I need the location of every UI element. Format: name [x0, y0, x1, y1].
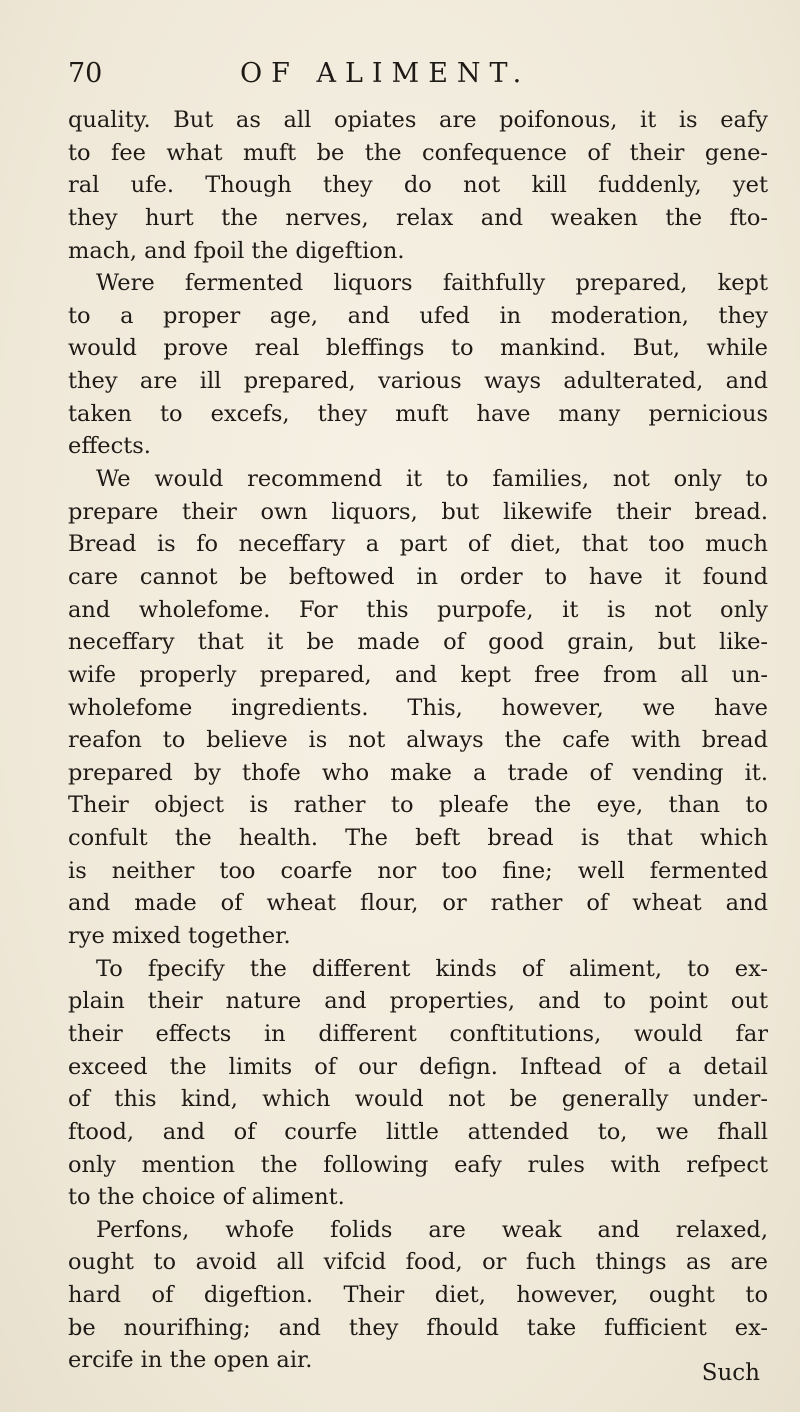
text-line: be nourifhing; and they fhould take fufficient ex-	[68, 1314, 768, 1341]
page-number: 70	[68, 58, 103, 89]
page-header	[68, 58, 768, 98]
catchword: Such	[701, 1360, 760, 1386]
text-line: confult the health. The beft bread is that which	[68, 825, 768, 852]
text-line: their effects in different conftitutions, would far	[68, 1020, 768, 1047]
text-line: reafon to believe is not always the cafe with bread	[68, 727, 768, 754]
text-line: to fee what muft be the confequence of their gene-	[68, 139, 768, 166]
text-line: and wholefome. For this purpofe, it is not only	[68, 596, 768, 623]
text-line: rye mixed together.	[68, 923, 291, 950]
running-head: OF ALIMENT.	[240, 58, 531, 89]
text-line: We would recommend it to families, not only to	[96, 466, 768, 493]
text-line: would prove real bleffings to mankind. But, while	[68, 335, 768, 362]
text-line: to a proper age, and ufed in moderation, they	[68, 302, 768, 329]
text-line: they are ill prepared, various ways adulterated, and	[68, 368, 768, 395]
text-line: ercife in the open air.	[68, 1347, 313, 1374]
text-line: prepare their own liquors, but likewife their bread.	[68, 498, 768, 525]
text-line: prepared by thofe who make a trade of vending it.	[68, 759, 768, 786]
text-line: ftood, and of courfe little attended to, we fhall	[68, 1118, 768, 1145]
text-line: quality. But as all opiates are poifonous, it is eafy	[68, 107, 768, 133]
body-text	[68, 104, 768, 1377]
text-line: ral ufe. Though they do not kill fuddenly, yet	[68, 172, 768, 199]
text-line: Were fermented liquors faithfully prepared, kept	[96, 270, 768, 297]
text-line: wholefome ingredients. This, however, we have	[68, 694, 768, 721]
text-line: taken to excefs, they muft have many pernicious	[68, 400, 768, 427]
text-line: only mention the following eafy rules with refpect	[68, 1151, 768, 1178]
text-line: Bread is fo neceffary a part of diet, that too much	[68, 531, 768, 558]
text-line: wife properly prepared, and kept free from all un-	[68, 661, 768, 688]
text-line: is neither too coarfe nor too fine; well fermented	[68, 857, 768, 884]
text-line: of this kind, which would not be generally under-	[68, 1086, 768, 1113]
text-line: effects.	[68, 433, 151, 460]
text-line: ought to avoid all vifcid food, or fuch things as are	[68, 1249, 768, 1276]
text-line: care cannot be beftowed in order to have it found	[68, 563, 768, 590]
text-line: and made of wheat flour, or rather of wheat and	[68, 890, 768, 917]
text-line: they hurt the nerves, relax and weaken the fto-	[68, 204, 768, 231]
text-line: Their object is rather to pleafe the eye, than to	[68, 792, 768, 819]
text-line: hard of digeftion. Their diet, however, ought to	[68, 1282, 768, 1309]
text-line: mach, and fpoil the digeftion.	[68, 237, 405, 264]
text-line: neceffary that it be made of good grain, but like-	[68, 629, 768, 656]
text-line: Perfons, whofe folids are weak and relaxed,	[96, 1216, 768, 1243]
text-line: plain their nature and properties, and to point out	[68, 988, 768, 1015]
text-line: To fpecify the different kinds of aliment, to ex-	[96, 955, 768, 982]
text-line: to the choice of aliment.	[68, 1184, 345, 1211]
text-line: exceed the limits of our defign. Inftead of a detail	[68, 1053, 768, 1080]
